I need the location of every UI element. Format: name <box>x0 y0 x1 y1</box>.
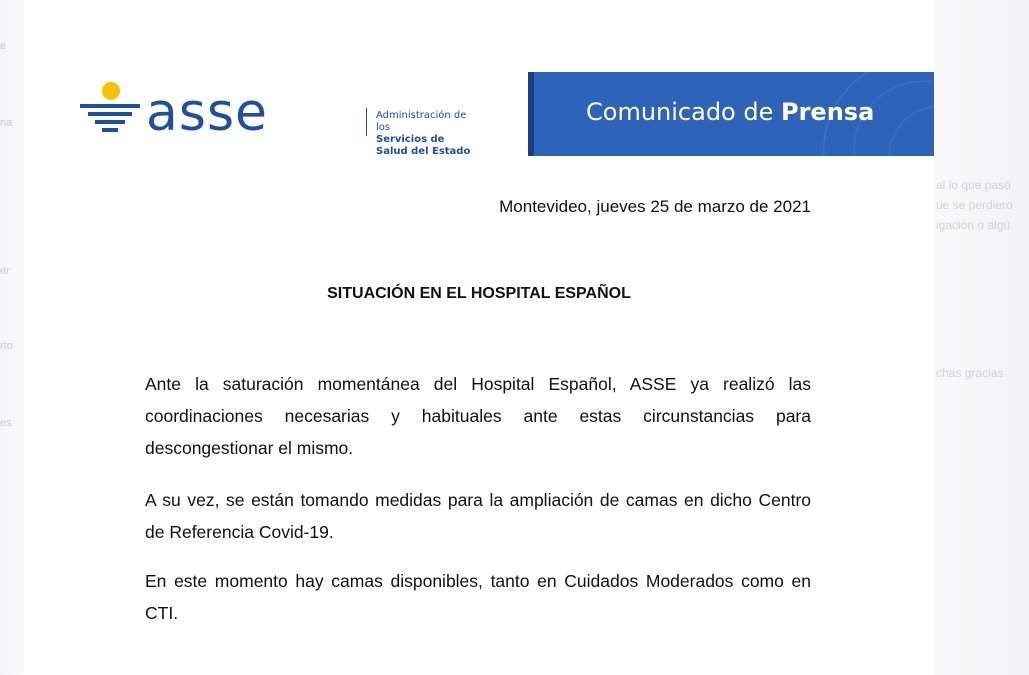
background-edge-left <box>0 0 24 675</box>
logo-subtitle-line1: Administración de los <box>376 110 467 133</box>
asse-logo <box>78 80 478 157</box>
paragraph: En este momento hay camas disponibles, tanto en Cuidados Moderados como en CTI. <box>145 571 811 623</box>
background-fragment: es <box>0 417 12 429</box>
document-title: SITUACIÓN EN EL HOSPITAL ESPAÑOL <box>327 285 631 302</box>
paragraph: Ante la saturación momentánea del Hospital Español, ASSE ya realizó las coordinaciones necesarias y habituales ante estas circunstancias para descongestionar el mismo. <box>145 374 811 458</box>
background-fragment: e <box>0 40 7 52</box>
background-fragment: na <box>0 117 13 129</box>
background-edge-right <box>934 0 1029 675</box>
dateline: Montevideo, jueves 25 de marzo de 2021 <box>499 197 811 216</box>
press-release-banner <box>528 72 934 156</box>
background-fragment: rto <box>0 340 13 352</box>
background-fragment: chas gracias <box>936 366 1004 380</box>
banner-accent-bar <box>528 72 534 156</box>
banner-title <box>586 98 874 126</box>
sun-emblem-icon <box>78 80 142 150</box>
background-fragment: igación o algú <box>936 218 1011 232</box>
background-fragment: al lo que pasó <box>936 178 1011 192</box>
banner-title-bold: Prensa <box>781 98 875 126</box>
banner-title-regular: Comunicado de <box>586 98 781 126</box>
logo-subtitle-line2: Servicios de Salud del Estado <box>376 134 471 157</box>
background-fragment: ue se perdiero <box>936 198 1013 212</box>
background-fragment: er <box>0 265 10 277</box>
logo-wordmark: asse <box>146 83 269 143</box>
paragraph: A su vez, se están tomando medidas para la ampliación de camas en dicho Centro de Referencia Covid-19. <box>145 490 811 542</box>
logo-subtitle <box>376 110 478 158</box>
logo-divider <box>366 108 367 136</box>
